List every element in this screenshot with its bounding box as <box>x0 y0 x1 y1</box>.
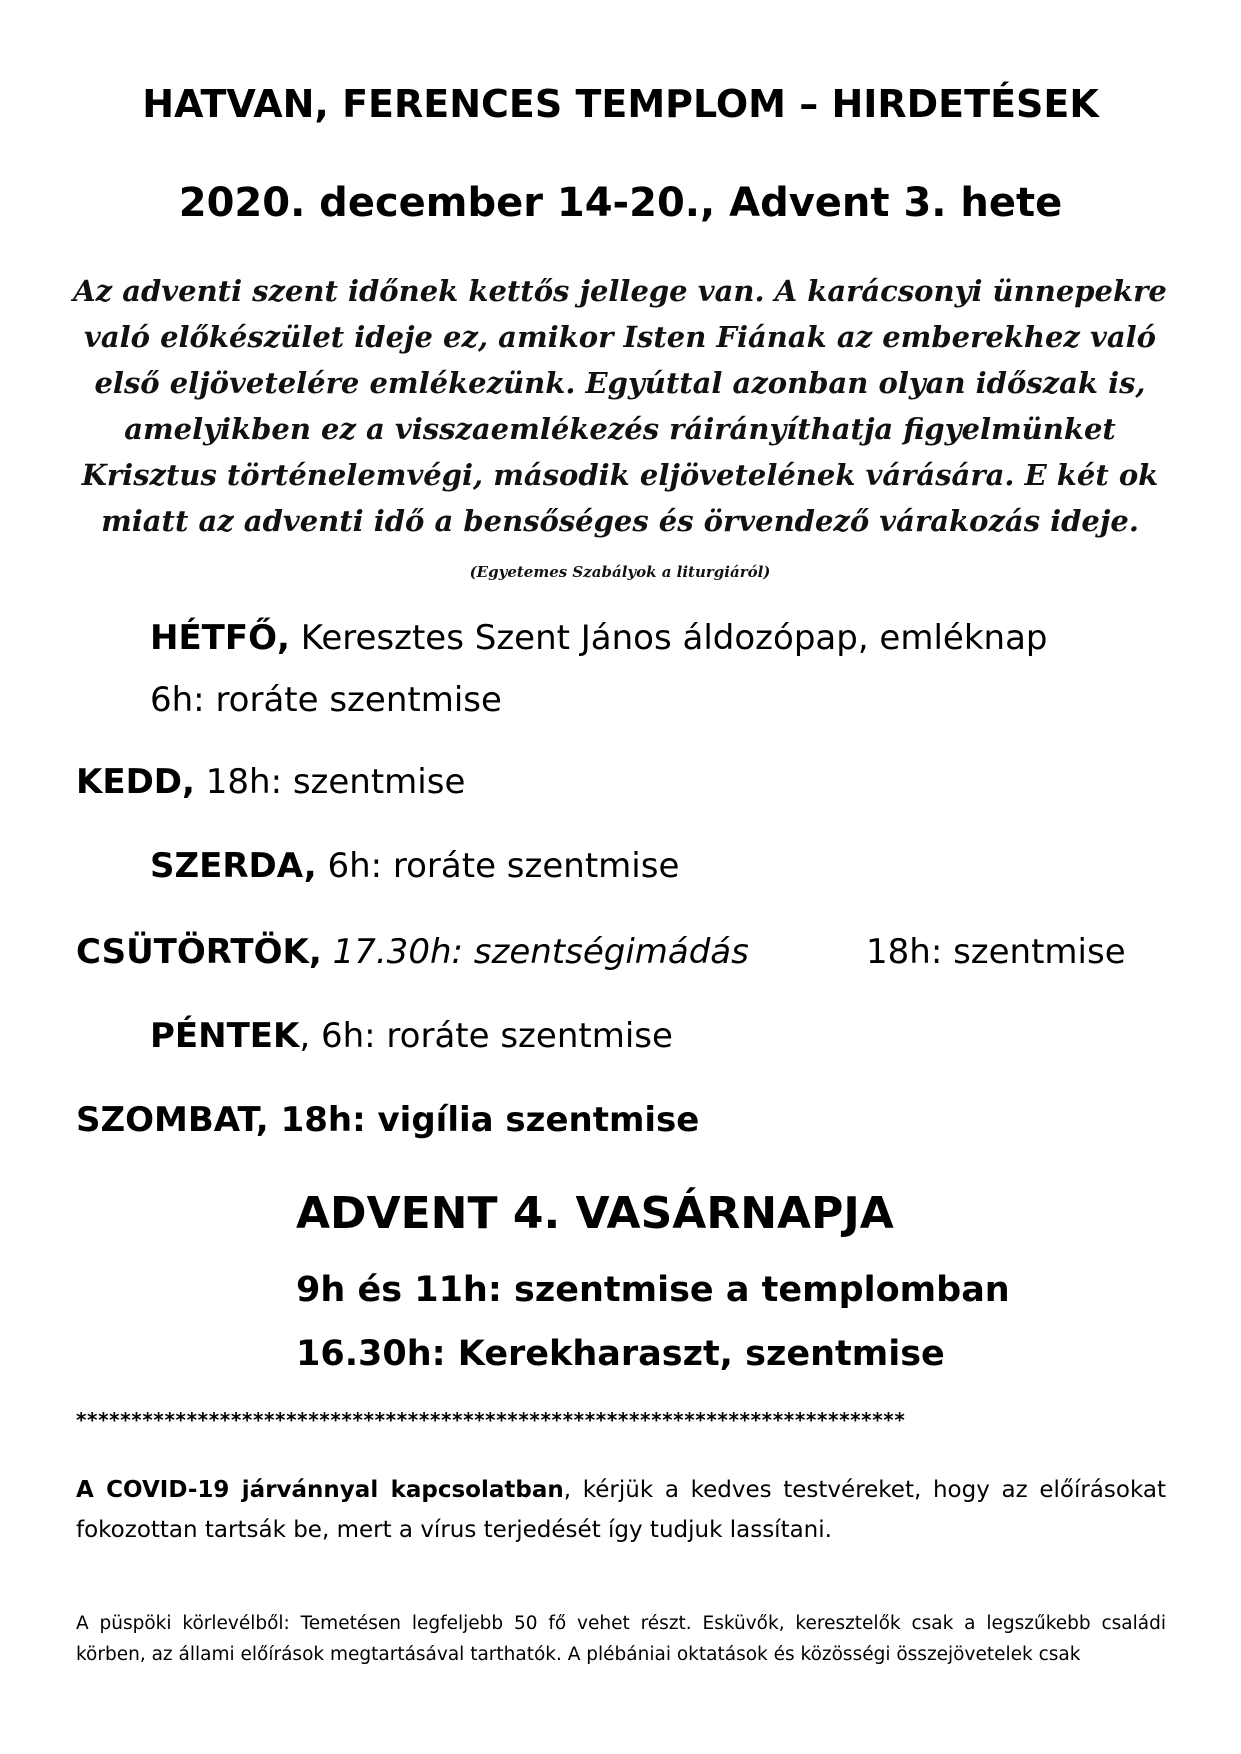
monday-feast: Keresztes Szent János áldozópap, emléknap <box>300 618 1048 658</box>
covid-notice <box>76 1470 1166 1550</box>
tuesday-row <box>76 762 465 802</box>
advent-intro-quote <box>70 268 1170 595</box>
wednesday-row <box>150 846 679 886</box>
covid-lead: A COVID-19 járvánnyal kapcsolatban <box>76 1477 564 1503</box>
thursday-label: CSÜTÖRTÖK, <box>76 932 322 972</box>
friday-events: , 6h: roráte szentmise <box>299 1016 673 1056</box>
thursday-row <box>76 932 749 972</box>
bishop-letter-notice: A püspöki körlevélből: Temetésen legfeljebb 50 fő vehet részt. Esküvők, keresztelők csak a legszűkebb családi körben, az állami előírások megtartásával tarthatók. A plébániai oktatások és közösségi összejövetelek csak <box>76 1613 1166 1665</box>
tuesday-label: KEDD, <box>76 762 195 802</box>
week-subtitle: 2020. december 14-20., Advent 3. hete <box>178 180 1063 226</box>
monday-row <box>150 618 1048 658</box>
covid-text: , kérjük a kedves testvéreket, hogy az előírásokat fokozottan tartsák be, mert a vírus terjedését így tudjuk lassítani. <box>76 1477 1166 1543</box>
friday-row <box>150 1016 673 1056</box>
tuesday-events: 18h: szentmise <box>205 762 466 802</box>
wednesday-label: SZERDA, <box>150 846 317 886</box>
page-title: HATVAN, FERENCES TEMPLOM – HIRDETÉSEK <box>142 82 1099 126</box>
sunday-masses: 9h és 11h: szentmise a templomban <box>296 1270 1010 1310</box>
monday-label: HÉTFŐ, <box>150 618 290 658</box>
intro-source: (Egyetemes Szabályok a liturgiáról) <box>469 563 771 581</box>
sunday-kerekharaszt: 16.30h: Kerekharaszt, szentmise <box>296 1334 945 1374</box>
saturday-row: SZOMBAT, 18h: vigília szentmise <box>76 1100 700 1140</box>
separator-line: *************************************************************************** <box>76 1408 906 1432</box>
intro-text: Az adventi szent időnek kettős jellege van. A karácsonyi ünnepekre való előkészület ideje ez, amikor Isten Fiának az emberekhez való első eljövetelére emlékezünk. Egyúttal azonban olyan időszak is, amelyikben ez a visszaemlékezés ráirányíthatja figyelmünket Krisztus történelemvégi, második eljövetelének várására. E két ok miatt az adventi idő a bensőséges és örvendező várakozás ideje. <box>73 274 1167 538</box>
monday-events: 6h: roráte szentmise <box>150 680 502 720</box>
thursday-mass: 18h: szentmise <box>866 932 1126 972</box>
thursday-adoration: 17.30h: szentségimádás <box>332 932 749 972</box>
friday-label: PÉNTEK <box>150 1016 300 1056</box>
sunday-title: ADVENT 4. VASÁRNAPJA <box>296 1188 894 1239</box>
wednesday-events: 6h: roráte szentmise <box>327 846 680 886</box>
